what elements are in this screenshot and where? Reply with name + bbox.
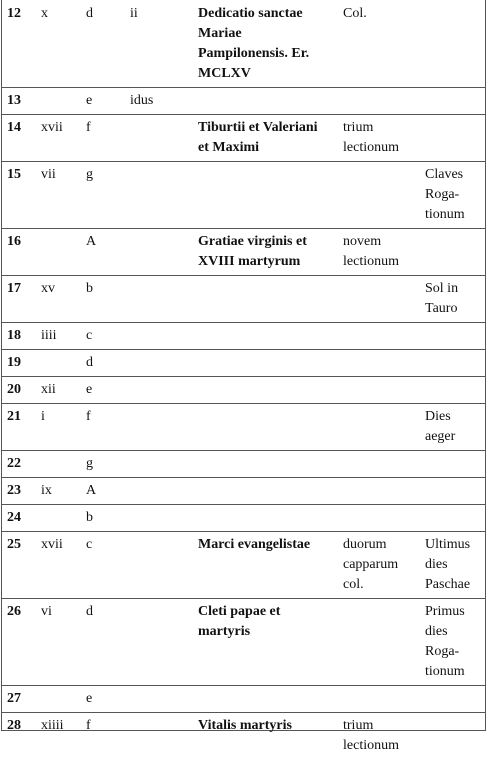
calendar-note — [425, 505, 485, 532]
roman-date — [130, 532, 198, 599]
calendar-body — [2, 0, 485, 759]
feast-name — [198, 404, 343, 451]
golden-number — [41, 88, 86, 115]
dominical-letter: A — [86, 478, 130, 505]
calendar-note — [425, 323, 485, 350]
feast-rank-line: lectionum — [343, 736, 425, 756]
dominical-letter: d — [86, 350, 130, 377]
feast-name-line: Gratiae virginis et — [198, 232, 343, 252]
calendar-note-line: tionum — [425, 205, 485, 225]
roman-date — [130, 713, 198, 759]
feast-name — [198, 451, 343, 478]
feast-name — [198, 599, 343, 686]
feast-rank — [343, 505, 425, 532]
day-number: 25 — [2, 532, 41, 599]
calendar-row — [2, 229, 485, 276]
feast-name — [198, 350, 343, 377]
golden-number — [41, 686, 86, 713]
feast-name — [198, 377, 343, 404]
calendar-note — [425, 451, 485, 478]
roman-date — [130, 350, 198, 377]
feast-rank — [343, 686, 425, 713]
golden-number — [41, 350, 86, 377]
feast-rank — [343, 599, 425, 686]
dominical-letter: e — [86, 686, 130, 713]
feast-name-line: Marci evangelistae — [198, 535, 343, 555]
dominical-letter: d — [86, 0, 130, 88]
feast-name-line: et Maximi — [198, 138, 343, 158]
roman-date: ii — [130, 0, 198, 88]
golden-number: xvii — [41, 532, 86, 599]
feast-name-line: Vitalis martyris — [198, 716, 343, 736]
feast-rank-line: trium — [343, 118, 425, 138]
roman-date — [130, 162, 198, 229]
calendar-note — [425, 713, 485, 759]
golden-number: vi — [41, 599, 86, 686]
calendar-note-line: Claves — [425, 165, 485, 185]
dominical-letter: g — [86, 451, 130, 478]
day-number: 21 — [2, 404, 41, 451]
feast-name-line: XVIII martyrum — [198, 252, 343, 272]
feast-rank-line: trium — [343, 716, 425, 736]
feast-name — [198, 88, 343, 115]
calendar-note — [425, 377, 485, 404]
calendar-note-line: dies — [425, 622, 485, 642]
feast-name — [198, 505, 343, 532]
golden-number: xii — [41, 377, 86, 404]
dominical-letter: d — [86, 599, 130, 686]
roman-date — [130, 451, 198, 478]
calendar-row — [2, 505, 485, 532]
golden-number — [41, 505, 86, 532]
golden-number: i — [41, 404, 86, 451]
calendar-row — [2, 404, 485, 451]
dominical-letter: e — [86, 88, 130, 115]
calendar-note — [425, 0, 485, 88]
calendar-note — [425, 88, 485, 115]
day-number: 14 — [2, 115, 41, 162]
feast-rank-line: capparum — [343, 555, 425, 575]
golden-number — [41, 229, 86, 276]
roman-date — [130, 599, 198, 686]
calendar-note-line: Roga- — [425, 642, 485, 662]
feast-rank — [343, 451, 425, 478]
day-number: 17 — [2, 276, 41, 323]
dominical-letter: b — [86, 276, 130, 323]
calendar-row — [2, 377, 485, 404]
day-number: 26 — [2, 599, 41, 686]
feast-rank — [343, 276, 425, 323]
day-number: 28 — [2, 713, 41, 759]
feast-rank — [343, 162, 425, 229]
feast-name — [198, 323, 343, 350]
calendar-row — [2, 162, 485, 229]
feast-name — [198, 713, 343, 759]
dominical-letter: f — [86, 115, 130, 162]
roman-date: idus — [130, 88, 198, 115]
roman-date — [130, 276, 198, 323]
dominical-letter: A — [86, 229, 130, 276]
calendar-note-line: Sol in — [425, 279, 485, 299]
feast-name-line: martyris — [198, 622, 343, 642]
day-number: 19 — [2, 350, 41, 377]
feast-rank — [343, 229, 425, 276]
roman-date — [130, 115, 198, 162]
day-number: 12 — [2, 0, 41, 88]
golden-number: vii — [41, 162, 86, 229]
feast-rank-line: lectionum — [343, 252, 425, 272]
golden-number: ix — [41, 478, 86, 505]
calendar-row — [2, 323, 485, 350]
calendar-note-line: dies — [425, 555, 485, 575]
dominical-letter: b — [86, 505, 130, 532]
roman-date — [130, 404, 198, 451]
feast-name-line: Tiburtii et Valeriani — [198, 118, 343, 138]
feast-name — [198, 532, 343, 599]
feast-name-line: MCLXV — [198, 64, 343, 84]
day-number: 22 — [2, 451, 41, 478]
day-number: 15 — [2, 162, 41, 229]
roman-date — [130, 229, 198, 276]
feast-name — [198, 686, 343, 713]
feast-rank-line: Col. — [343, 4, 425, 24]
feast-rank — [343, 404, 425, 451]
calendar-row — [2, 88, 485, 115]
calendar-note-line: Roga- — [425, 185, 485, 205]
calendar-note — [425, 276, 485, 323]
day-number: 13 — [2, 88, 41, 115]
calendar-note-line: Paschae — [425, 575, 485, 595]
calendar-note-line: tionum — [425, 662, 485, 682]
feast-rank — [343, 532, 425, 599]
day-number: 16 — [2, 229, 41, 276]
feast-rank-line: lectionum — [343, 138, 425, 158]
dominical-letter: g — [86, 162, 130, 229]
calendar-row — [2, 0, 485, 88]
golden-number: xv — [41, 276, 86, 323]
day-number: 27 — [2, 686, 41, 713]
calendar-row — [2, 713, 485, 759]
calendar-row — [2, 115, 485, 162]
feast-rank-line: col. — [343, 575, 425, 595]
feast-name — [198, 229, 343, 276]
feast-name — [198, 162, 343, 229]
feast-rank — [343, 323, 425, 350]
day-number: 24 — [2, 505, 41, 532]
dominical-letter: f — [86, 404, 130, 451]
feast-rank — [343, 0, 425, 88]
feast-rank — [343, 377, 425, 404]
golden-number: x — [41, 0, 86, 88]
golden-number — [41, 451, 86, 478]
calendar-note — [425, 599, 485, 686]
calendar-note-line: Primus — [425, 602, 485, 622]
feast-rank-line: novem — [343, 232, 425, 252]
roman-date — [130, 323, 198, 350]
feast-name — [198, 478, 343, 505]
calendar-note-line: aeger — [425, 427, 485, 447]
calendar-row — [2, 686, 485, 713]
calendar-row — [2, 276, 485, 323]
feast-rank — [343, 88, 425, 115]
calendar-note — [425, 478, 485, 505]
calendar-note — [425, 115, 485, 162]
feast-rank — [343, 713, 425, 759]
feast-rank — [343, 115, 425, 162]
calendar-note — [425, 404, 485, 451]
feast-rank-line: duorum — [343, 535, 425, 555]
golden-number: xvii — [41, 115, 86, 162]
feast-name-line: Cleti papae et — [198, 602, 343, 622]
calendar-row — [2, 451, 485, 478]
calendar-note-line: Ultimus — [425, 535, 485, 555]
dominical-letter: c — [86, 532, 130, 599]
calendar-note — [425, 229, 485, 276]
feast-name-line: Mariae — [198, 24, 343, 44]
feast-name — [198, 276, 343, 323]
day-number: 20 — [2, 377, 41, 404]
golden-number: xiiii — [41, 713, 86, 759]
dominical-letter: c — [86, 323, 130, 350]
feast-rank — [343, 350, 425, 377]
calendar-frame — [1, 0, 486, 731]
golden-number: iiii — [41, 323, 86, 350]
roman-date — [130, 478, 198, 505]
calendar-note — [425, 686, 485, 713]
calendar-row — [2, 599, 485, 686]
feast-rank — [343, 478, 425, 505]
roman-date — [130, 686, 198, 713]
day-number: 23 — [2, 478, 41, 505]
calendar-row — [2, 350, 485, 377]
feast-name-line: Dedicatio sanctae — [198, 4, 343, 24]
feast-name-line: Pampilonensis. Er. — [198, 44, 343, 64]
feast-name — [198, 115, 343, 162]
dominical-letter: e — [86, 377, 130, 404]
calendar-table — [2, 0, 485, 759]
roman-date — [130, 505, 198, 532]
roman-date — [130, 377, 198, 404]
calendar-note — [425, 162, 485, 229]
calendar-note — [425, 350, 485, 377]
calendar-row — [2, 532, 485, 599]
calendar-note-line: Dies — [425, 407, 485, 427]
calendar-note-line: Tauro — [425, 299, 485, 319]
feast-name — [198, 0, 343, 88]
day-number: 18 — [2, 323, 41, 350]
dominical-letter: f — [86, 713, 130, 759]
calendar-note — [425, 532, 485, 599]
calendar-row — [2, 478, 485, 505]
